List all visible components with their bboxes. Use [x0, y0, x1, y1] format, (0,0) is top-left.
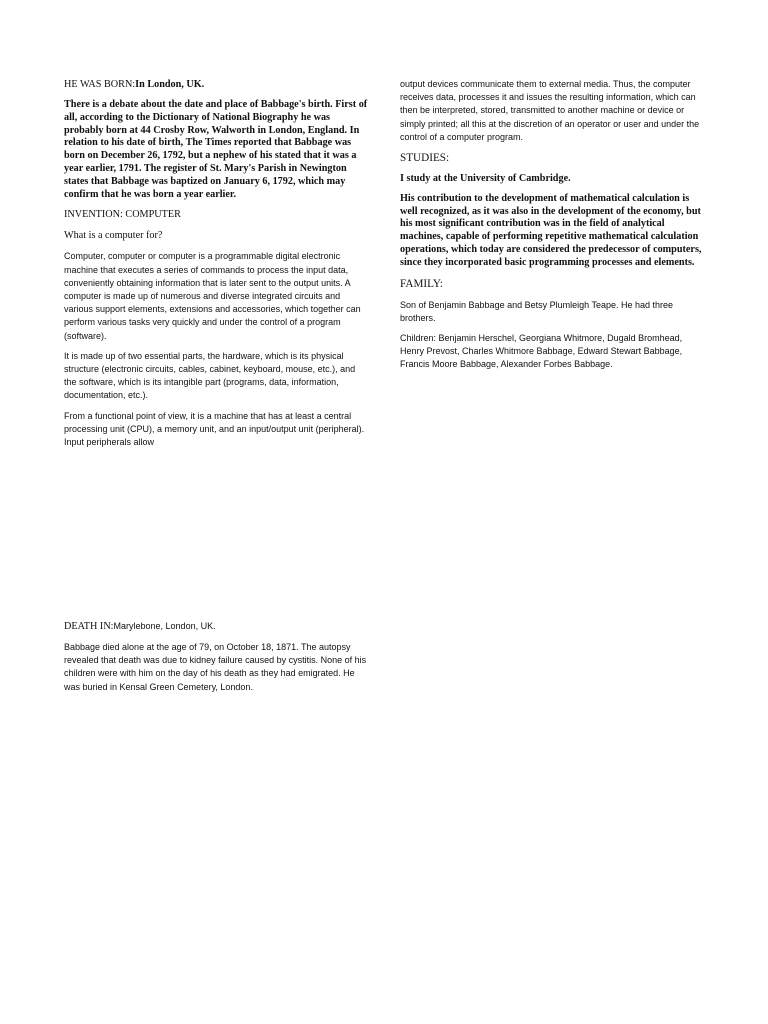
family-heading: FAMILY:: [400, 277, 444, 290]
studies-line: I study at the University of Cambridge.: [400, 173, 571, 185]
invention-paragraph-2: It is made up of two essential parts, the hardware, which is its physical structure (electronic circuits, cables, cabinet, keyboard, mouse, etc.), and the software, which is its intangible part (programs, data, information, documentation, etc.).: [64, 350, 356, 401]
invention-paragraph-1: Computer, computer or computer is a programmable digital electronic machine that executes a series of commands to process the input data, conveniently obtaining information that is later sent to the output units. A computer is made up of numerous and diverse integrated circuits and various support elements, extensions and accessories, which together can perform various tasks very quickly and under the control of a program (software).: [64, 251, 361, 341]
invention-paragraph-3: From a functional point of view, it is a machine that has at least a central processing unit (CPU), a memory unit, and an input/output unit (peripheral). Input peripherals allow: [64, 410, 365, 448]
family-parents: Son of Benjamin Babbage and Betsy Plumleigh Teape. He had three brothers.: [400, 299, 674, 323]
born-heading: [64, 78, 369, 91]
born-heading-label: HE WAS BORN:: [64, 79, 136, 90]
left-column: [64, 78, 369, 456]
studies-heading: STUDIES:: [400, 152, 450, 165]
death-place: Marylebone, London, UK.: [113, 621, 216, 631]
invention-continuation: output devices communicate them to external media. Thus, the computer receives data, processes it and issues the resulting information, which can then be interpreted, stored, transmitted to another machine or device or simply printed; all this at the discretion of an operator or user and under the control of a computer program.: [400, 79, 700, 142]
right-column: [400, 78, 703, 379]
death-heading-label: DEATH IN:: [64, 621, 114, 632]
death-paragraph: Babbage died alone at the age of 79, on October 18, 1871. The autopsy revealed that death was due to kidney failure caused by cystitis. None of his children were with him on the day of his death as they had emigrated. He was buried in Kensal Green Cemetery, London.: [64, 642, 367, 692]
born-place: In London, UK.: [135, 79, 205, 90]
family-children: Children: Benjamin Herschel, Georgiana Whitmore, Dugald Bromhead, Henry Prevost, Charles Whitmore Babbage, Edward Stewart Babbage, Francis Moore Babbage, Alexander Forbes Babbage.: [400, 333, 683, 370]
invention-heading: INVENTION: COMPUTER: [64, 209, 181, 221]
born-paragraph: There is a debate about the date and place of Babbage's birth. First of all, according to the Dictionary of National Biography he was probably born at 44 Crosby Row, Walworth in London, England. In relation to his date of birth, The Times reported that Babbage was born on December 26, 1792, but a nephew of his stated that it was a year earlier, 1791. The register of St. Mary's Parish in Newington states that Babbage was baptized on January 6, 1792, which may confirm that he was born a year earlier.: [64, 99, 368, 200]
death-heading: [64, 620, 369, 633]
studies-paragraph: His contribution to the development of mathematical calculation is well recognized, as it was also in the development of the economy, but his most significant contribution was in the field of analytical machines, capable of performing repetitive mathematical calculation operations, which today are considered the predecessor of computers, since they incorporated basic programming processes and elements.: [400, 192, 702, 268]
invention-question: What is a computer for?: [64, 230, 163, 242]
death-section: [64, 620, 369, 701]
